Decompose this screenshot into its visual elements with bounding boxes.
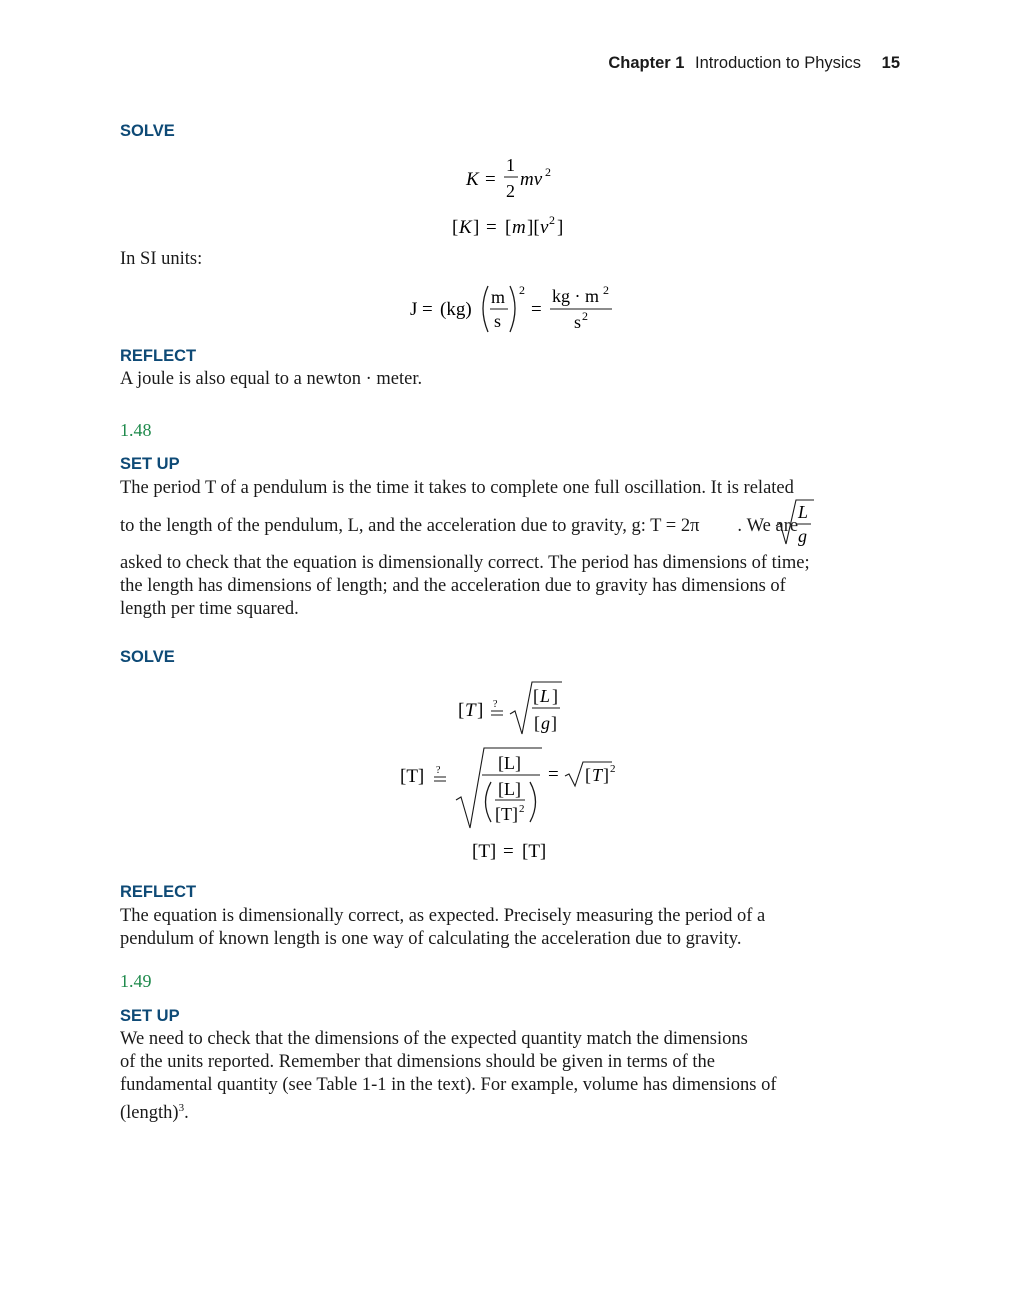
equation-period-substitution <box>398 742 628 832</box>
svg-text:K: K <box>459 217 472 238</box>
problem-number-1-48: 1.48 <box>120 420 152 440</box>
equation-kinetic-energy <box>462 152 582 204</box>
solve-heading-2: SOLVE <box>120 648 175 666</box>
svg-text:[L]: [L] <box>498 753 521 773</box>
svg-text:?: ? <box>493 699 498 710</box>
svg-text:[T]: [T] <box>522 841 547 862</box>
svg-text:2: 2 <box>519 803 525 815</box>
si-units-text: In SI units: <box>120 249 203 269</box>
svg-text:=: = <box>531 299 542 320</box>
svg-text:[T]: [T] <box>472 841 497 862</box>
svg-text:J: J <box>410 299 418 320</box>
svg-text:[: [ <box>534 713 540 733</box>
svg-text:T: T <box>465 700 476 721</box>
svg-text:L: L <box>798 502 809 522</box>
svg-text:2: 2 <box>610 763 616 775</box>
svg-text:T: T <box>592 765 603 785</box>
svg-text:][: ][ <box>527 217 540 238</box>
svg-text:]: ] <box>603 765 609 785</box>
chapter-title: Introduction to Physics <box>695 54 862 72</box>
svg-text:g: g <box>541 713 550 733</box>
svg-text:=: = <box>486 217 497 238</box>
reflect-text-1: A joule is also equal to a newton · meter. <box>120 369 423 389</box>
svg-text:[L]: [L] <box>498 779 521 799</box>
problem-number-1-49: 1.49 <box>120 971 152 991</box>
svg-text:]: ] <box>473 217 480 238</box>
svg-text:]: ] <box>551 713 557 733</box>
setup-line-2-tail: . We are <box>737 516 799 536</box>
setup-text-1-49: We need to check that the dimensions of the expected quantity match the dimensions of the units reported. Remember that dimensions should be given in terms of the fundamental quantity (see Table 1-1 in the text). For example, volume has dimensions of (length)$^3$. <box>120 1029 777 1124</box>
svg-text:]: ] <box>552 686 558 706</box>
svg-text:(kg): (kg) <box>440 299 472 320</box>
svg-text:=: = <box>485 169 496 190</box>
svg-text:]: ] <box>557 217 564 238</box>
running-head <box>608 54 900 73</box>
svg-text:2: 2 <box>519 283 525 297</box>
equation-period-result <box>470 836 554 864</box>
svg-text:kg · m: kg · m <box>552 286 599 306</box>
svg-text:K: K <box>466 169 479 190</box>
setup-line-4: the length has dimensions of length; and the acceleration due to gravity has dimensions of <box>120 576 786 596</box>
setup-heading-1-49: SET UP <box>120 1007 180 1025</box>
svg-text:1: 1 <box>506 155 515 175</box>
svg-text:2: 2 <box>603 283 609 297</box>
inline-sqrt-l-over-g <box>774 496 814 552</box>
svg-text:[: [ <box>458 700 465 721</box>
svg-text:2: 2 <box>549 213 555 227</box>
svg-text:s: s <box>494 311 502 331</box>
svg-text:=: = <box>422 299 433 320</box>
svg-text:L: L <box>540 686 551 706</box>
svg-text:[: [ <box>533 686 539 706</box>
setup-line-2: to the length of the pendulum, L, and the acceleration due to gravity, g: T = 2π <box>120 516 700 536</box>
svg-text:[T]: [T] <box>495 804 518 824</box>
svg-text:[: [ <box>585 765 591 785</box>
svg-text:=: = <box>503 841 514 862</box>
svg-text:[T]: [T] <box>400 766 425 787</box>
reflect-heading-1: REFLECT <box>120 347 197 365</box>
equation-joule-units <box>408 280 618 338</box>
solve-heading-1: SOLVE <box>120 122 175 140</box>
setup-heading-1-48: SET UP <box>120 455 180 473</box>
svg-text:m: m <box>512 217 526 238</box>
reflect-text-2: The equation is dimensionally correct, as expected. Precisely measuring the period of a pendulum of known length is one way of calculating the acceleration due to gravity. <box>120 906 766 949</box>
chapter-label: Chapter 1 <box>608 54 685 72</box>
reflect-heading-2: REFLECT <box>120 883 197 901</box>
svg-text:g: g <box>798 526 807 546</box>
svg-text:mv: mv <box>520 169 543 190</box>
svg-text:[: [ <box>452 217 459 238</box>
svg-text:]: ] <box>477 700 484 721</box>
setup-line-1: The period T of a pendulum is the time it takes to complete one full oscillation. It is related <box>120 478 794 498</box>
page-number: 15 <box>881 54 900 72</box>
svg-text:2: 2 <box>545 165 551 179</box>
svg-text:v: v <box>540 217 549 238</box>
svg-text:s: s <box>574 312 582 332</box>
setup-text-1-48-cont <box>120 552 900 621</box>
svg-text:=: = <box>548 764 559 785</box>
svg-text:2: 2 <box>582 309 588 323</box>
svg-text:[: [ <box>505 217 512 238</box>
svg-text:m: m <box>491 287 506 307</box>
inline-sqrt-placeholder <box>699 521 737 531</box>
svg-text:2: 2 <box>506 181 515 201</box>
setup-line-3: asked to check that the equation is dimensionally correct. The period has dimensions of time; <box>120 553 810 573</box>
svg-text:?: ? <box>436 765 441 776</box>
equation-dimension-k <box>452 212 582 240</box>
equation-period-dim-check <box>456 678 568 738</box>
setup-line-5: length per time squared. <box>120 599 299 619</box>
